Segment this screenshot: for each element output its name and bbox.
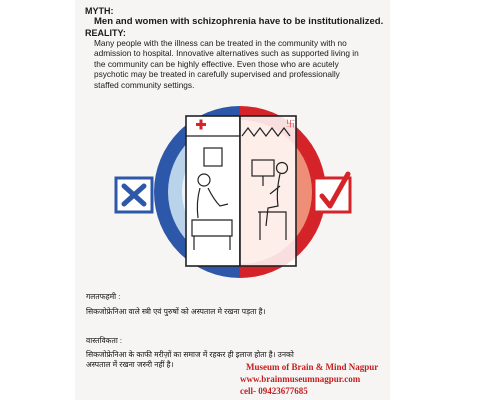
swastika-symbol: 卐 (286, 120, 296, 130)
hindi-reality-line: सिकजोफ्रेनिआ के काफी मरीज़ों का समाज में रहकर ही इलाज होता है। उनको (86, 350, 294, 359)
reality-line: Many people with the illness can be treated in the community with no (94, 38, 347, 48)
credit-website: www.brainmuseumnagpur.com (240, 374, 361, 384)
hindi-myth-text: सिकजोफ्रेनिआ वाले स्त्री एवं पुरुषों को अस्पताल मे रखना पड़ता है। (86, 307, 266, 316)
reality-line: staffed community settings. (94, 79, 195, 90)
hindi-reality-line: अस्पताल में रखना जरुरी नहीं है। (86, 360, 174, 369)
hindi-myth-label: गलतफहमी : (86, 292, 121, 301)
credit-phone: cell- 09423677685 (240, 386, 308, 396)
cross-mark-icon (116, 178, 152, 212)
reality-line: psychotic may be treated in carefully supervised and professionally (94, 69, 340, 80)
illustration (100, 102, 380, 282)
myth-text: Men and women with schizophrenia have to be institutionalized. (94, 16, 384, 27)
community-frame (240, 116, 296, 266)
myth-label: MYTH: (85, 6, 114, 16)
reality-text (94, 38, 384, 90)
hindi-reality-label: वास्तविकता : (86, 336, 123, 345)
credit-museum-name: Museum of Brain & Mind Nagpur (246, 362, 379, 372)
reality-line: the community can be highly effective. Even those who are acutely (94, 58, 339, 69)
reality-label: REALITY: (85, 28, 126, 38)
reality-line: admission to hospital. Innovative alternatives such as supported living in (94, 48, 359, 59)
check-mark-icon (314, 174, 350, 212)
